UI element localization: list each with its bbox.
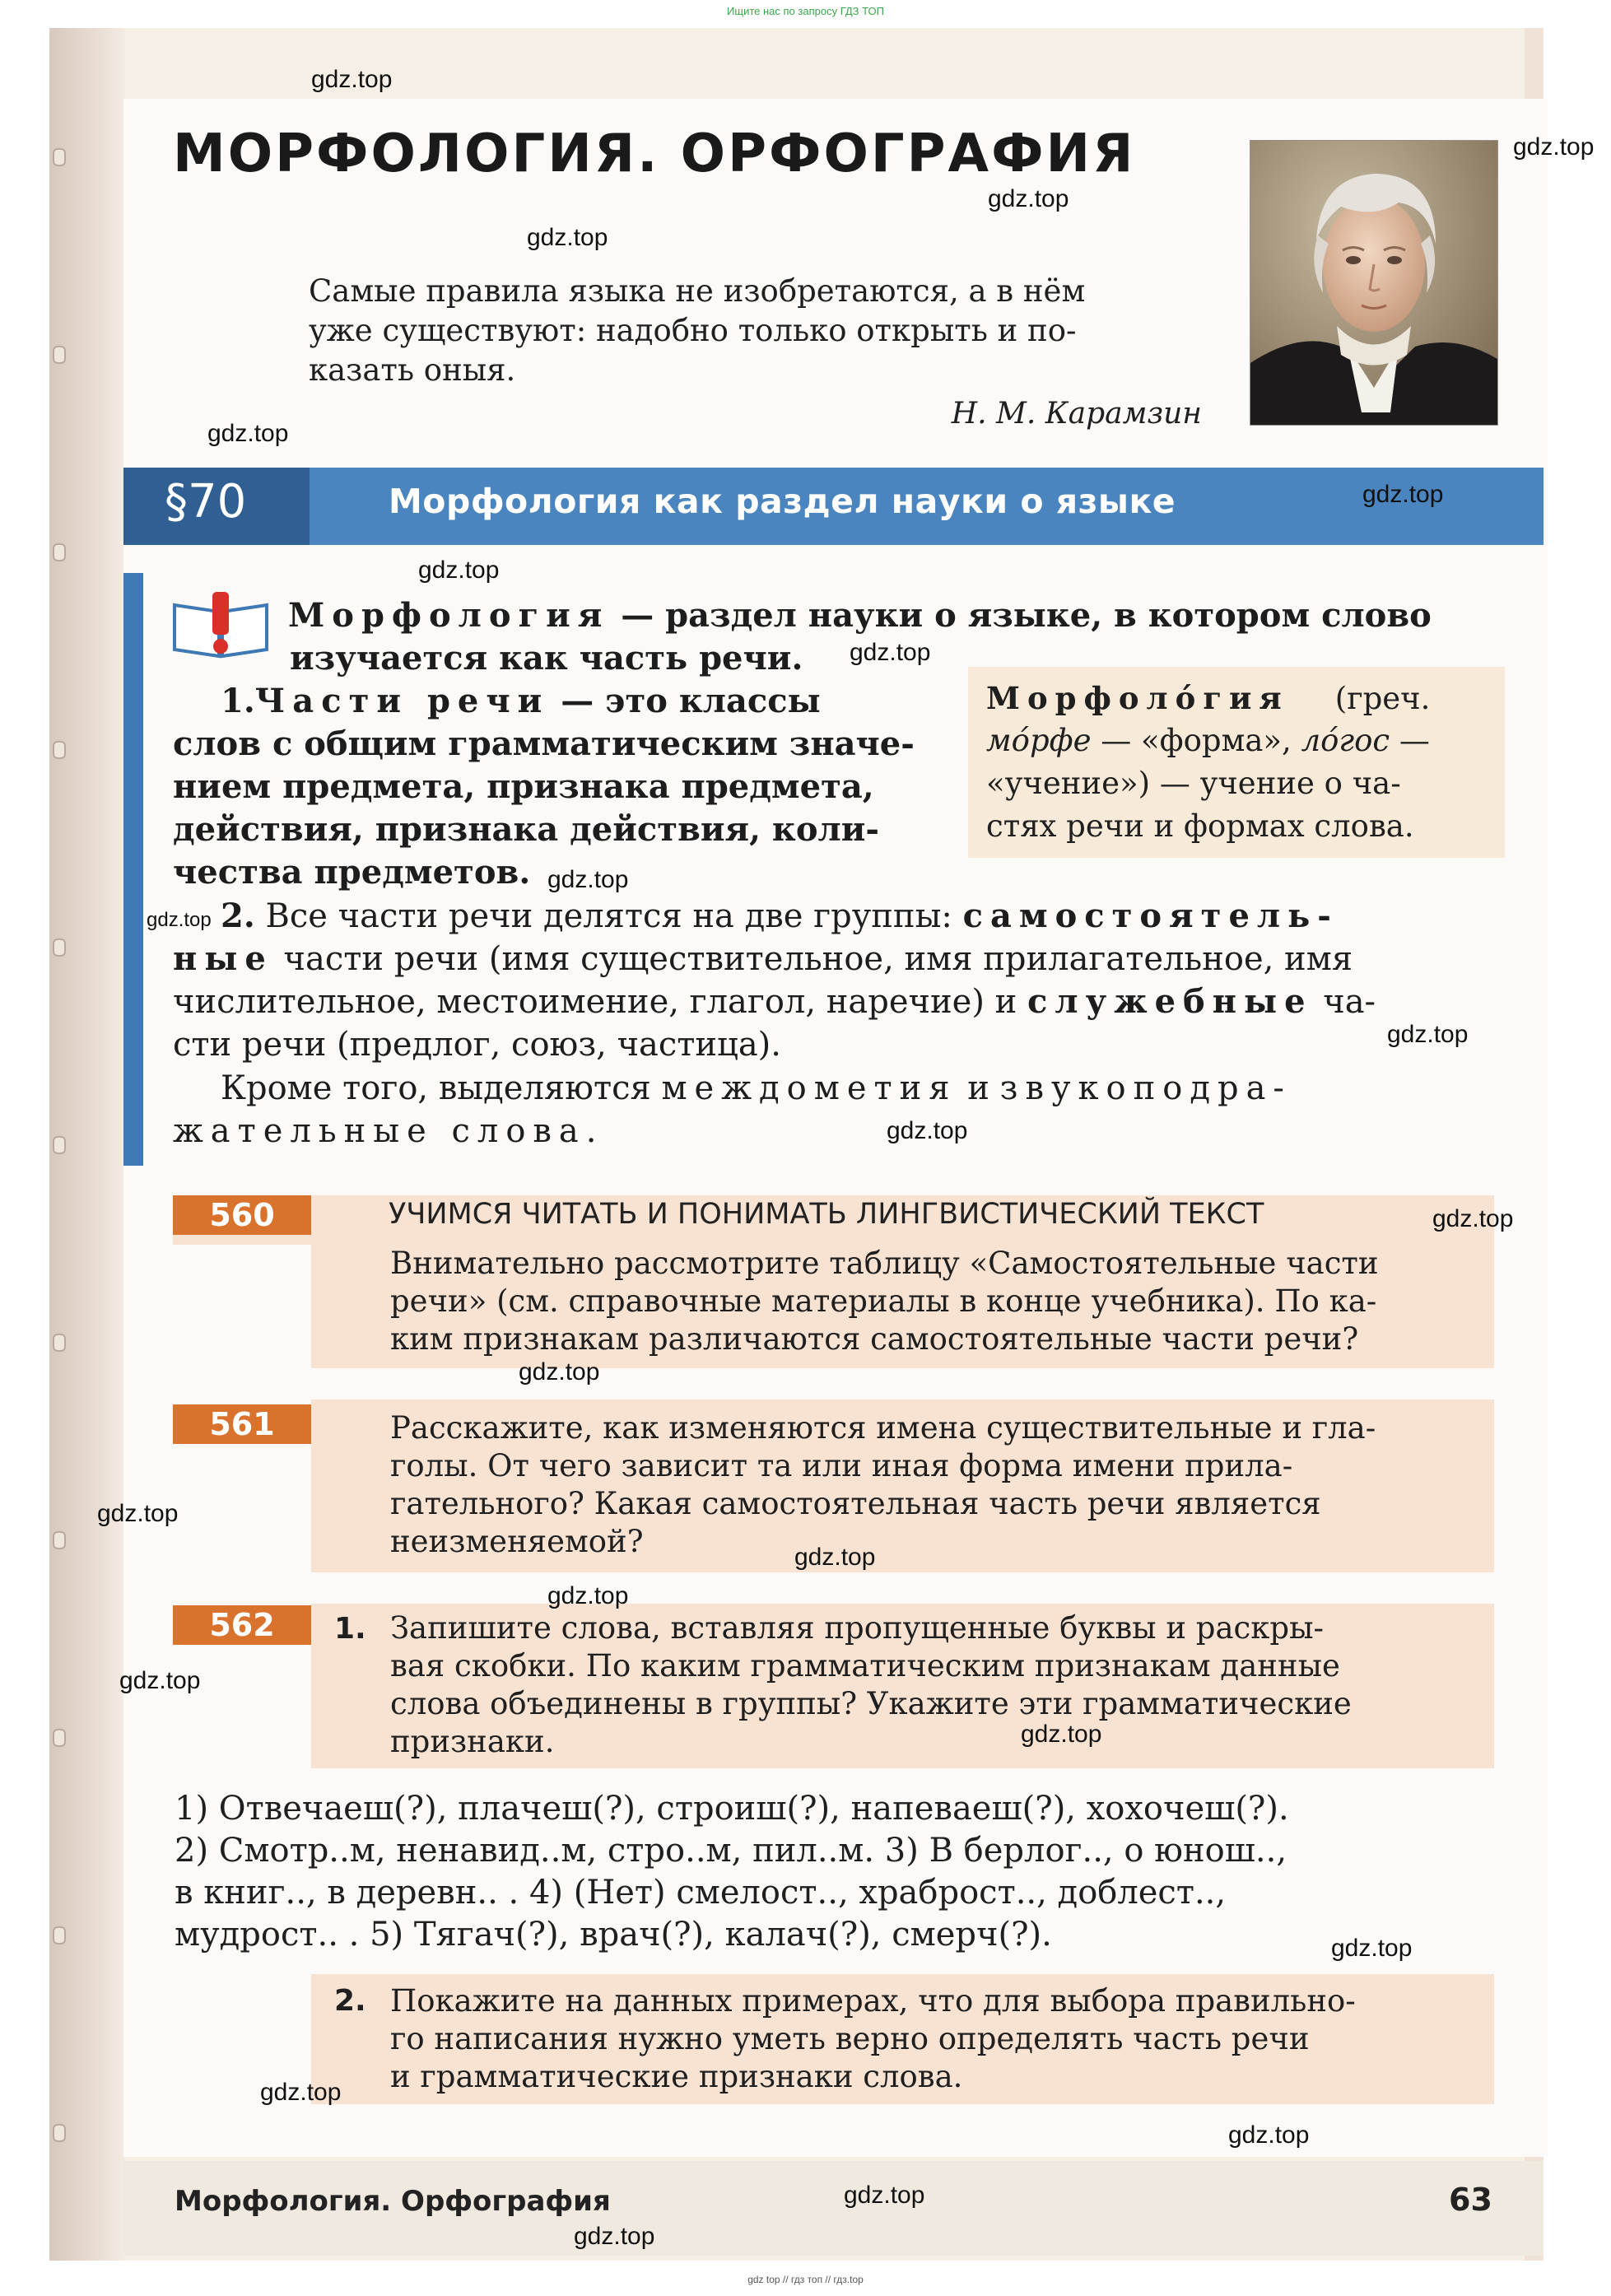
rule-side-bar — [123, 573, 143, 1166]
watermark: gdz.top — [147, 909, 212, 931]
watermark: gdz.top — [1362, 481, 1444, 508]
rule-line: жательные слова. — [173, 1112, 604, 1150]
binding-stitch — [53, 938, 66, 957]
epigraph-line: уже существуют: надобно только открыть и по- — [309, 313, 1077, 348]
watermark: gdz.top — [844, 2182, 925, 2209]
exercise-text-line: слова объединены в группы? Укажите эти грамматические — [390, 1686, 1352, 1721]
etymology-term: Морфоло́гия — [986, 680, 1289, 716]
watermark: gdz.top — [97, 1500, 179, 1527]
epigraph — [309, 272, 1206, 390]
point-text: числительное, местоимение, глагол, наречие) и — [173, 983, 1028, 1021]
exercise-text-line: ким признакам различаются самостоятельные части речи? — [390, 1321, 1359, 1357]
term-interjections: междометия — [661, 1069, 957, 1107]
exclamation-book-icon — [171, 589, 270, 659]
exercise-560-heading: УЧИМСЯ ЧИТАТЬ И ПОНИМАТЬ ЛИНГВИСТИЧЕСКИЙ ТЕКСТ — [389, 1198, 1264, 1231]
greek-word: ло́гос — [1301, 723, 1390, 758]
exercise-words-line: мудрост.. . 5) Тягач(?), врач(?), калач(?), смерч(?). — [175, 1916, 1052, 1954]
binding-stitch — [53, 2124, 66, 2142]
watermark: gdz.top — [988, 185, 1069, 212]
point-text: и — [957, 1069, 1000, 1107]
watermark: gdz.top — [1432, 1205, 1514, 1232]
epigraph-author: Н. М. Карамзин — [951, 397, 1202, 431]
rule-line: нием предмета, признака предмета, — [173, 767, 874, 806]
binding-stitch — [53, 1729, 66, 1747]
section-title: Морфология как раздел науки о языке — [389, 482, 1176, 521]
watermark: gdz.top — [418, 557, 500, 584]
exercise-text-line: вая скобки. По каким грамматическим признакам данные — [390, 1648, 1340, 1684]
watermark: gdz.top — [574, 2223, 655, 2250]
rule-line — [173, 938, 1353, 980]
term-morphology: Морфология — [288, 596, 610, 635]
exercise-words-line: 2) Смотр..м, ненавид..м, стро..м, пил..м. 3) В берлог.., о юнош.., — [175, 1832, 1287, 1870]
rule-line: действия, признака действия, коли- — [173, 810, 879, 849]
exercise-words-line: 1) Отвечаеш(?), плачеш(?), строиш(?), напеваеш(?), хохочеш(?). — [175, 1790, 1289, 1828]
watermark: gdz.top — [1228, 2121, 1310, 2149]
rule-line: чества предметов. — [173, 853, 531, 892]
etymology-text: — — [1390, 723, 1430, 758]
point-text: части речи (имя существительное, имя прилагательное, имя — [272, 940, 1353, 978]
watermark: gdz.top — [311, 66, 393, 93]
term-onomatopoeia: звукоподра- — [999, 1069, 1292, 1107]
exercise-text-line: Внимательно рассмотрите таблицу «Самостоятельные части — [390, 1246, 1379, 1281]
exercise-text-line: речи» (см. справочные материалы в конце учебника). По ка- — [390, 1283, 1377, 1319]
binding-stitch — [53, 1136, 66, 1154]
rule-point-3 — [221, 1067, 1292, 1110]
etymology-text: — «форма», — [1091, 723, 1301, 758]
binding-stitch — [53, 1926, 66, 1944]
point-text: — это классы — [549, 682, 821, 720]
page-number: 63 — [1449, 2182, 1492, 2218]
binding-stitch — [53, 148, 66, 166]
footer-title: Морфология. Орфография — [175, 2185, 611, 2218]
binding-stitch — [53, 346, 66, 364]
exercise-text-line: признаки. — [390, 1724, 555, 1759]
rule-line: слов с общим грамматическим значе- — [173, 724, 915, 763]
watermark: gdz.top — [547, 866, 629, 893]
watermark: gdz.top — [850, 639, 931, 666]
point-text: ча- — [1312, 983, 1376, 1021]
binding-stitch — [53, 543, 66, 561]
section-number: §70 — [165, 475, 247, 529]
top-promo-note: Ищите нас по запросу ГДЗ ТОП — [727, 5, 884, 17]
exercise-words-line: в книг.., в деревн.. . 4) (Нет) смелост.., храброст.., доблест.., — [175, 1874, 1227, 1912]
watermark: gdz.top — [1387, 1021, 1469, 1048]
bottom-note: gdz top // гдз топ // гдз.top — [747, 2274, 864, 2285]
exercise-text-line: и грамматические признаки слова. — [390, 2059, 963, 2094]
etymology-lang: (греч. — [1334, 681, 1431, 716]
task-number: 2. — [334, 1984, 366, 2018]
etymology-line — [986, 677, 1430, 720]
rule-line: сти речи (предлог, союз, частица). — [173, 1026, 781, 1064]
watermark: gdz.top — [519, 1358, 600, 1386]
binding-stitch — [53, 1531, 66, 1549]
greek-word: мо́рфе — [986, 723, 1092, 758]
exercise-text-line: Расскажите, как изменяются имена существительные и гла- — [390, 1410, 1376, 1446]
exercise-text-line: гательного? Какая самостоятельная часть речи является — [390, 1486, 1321, 1521]
watermark: gdz.top — [794, 1544, 876, 1571]
exercise-561-number: 561 — [173, 1404, 311, 1444]
etymology-line: «учение») — учение о ча- — [986, 766, 1401, 801]
epigraph-line: казать оныя. — [309, 352, 516, 388]
exercise-text-line: Покажите на данных примерах, что для выбора правильно- — [390, 1983, 1356, 2019]
definition-line: изучается как часть речи. — [290, 639, 803, 678]
term-independent: самостоятель- — [962, 897, 1339, 935]
term-auxiliary: служебные — [1027, 982, 1313, 1021]
karamzin-portrait — [1250, 140, 1498, 426]
point-text: Кроме того, выделяются — [221, 1069, 662, 1107]
exercise-text-line: неизменяемой? — [390, 1524, 644, 1559]
task-number: 1. — [334, 1612, 366, 1646]
rule-point-2 — [221, 895, 1339, 938]
watermark: gdz.top — [547, 1582, 629, 1609]
watermark: gdz.top — [1021, 1721, 1102, 1748]
rule-point-1 — [221, 680, 821, 723]
watermark: gdz.top — [1513, 133, 1595, 161]
point-text: Все части речи делятся на две группы: — [254, 897, 963, 935]
watermark: gdz.top — [260, 2079, 342, 2106]
exercise-text-line: го написания нужно уметь верно определять часть речи — [390, 2021, 1310, 2056]
watermark: gdz.top — [119, 1667, 201, 1694]
term-parts-of-speech: Части речи — [254, 682, 550, 720]
exercise-text-line: голы. От чего зависит та или иная форма имени прила- — [390, 1448, 1293, 1483]
etymology-line — [986, 720, 1430, 762]
etymology-line: стях речи и формах слова. — [986, 808, 1414, 844]
watermark: gdz.top — [887, 1117, 968, 1144]
watermark: gdz.top — [207, 420, 289, 447]
exercise-text-line: Запишите слова, вставляя пропущенные буквы и раскры- — [390, 1610, 1325, 1646]
exercise-560-number: 560 — [173, 1195, 311, 1235]
morphology-definition — [288, 594, 1432, 637]
term-independent: ные — [173, 939, 273, 978]
chapter-title: МОРФОЛОГИЯ. ОРФОГРАФИЯ — [173, 123, 1136, 184]
binding-stitch — [53, 741, 66, 759]
binding-stitch — [53, 1334, 66, 1352]
watermark: gdz.top — [1331, 1935, 1413, 1962]
rule-line — [173, 980, 1376, 1023]
point-number: 1. — [221, 682, 255, 720]
watermark: gdz.top — [527, 224, 608, 251]
point-number: 2. — [221, 897, 255, 935]
epigraph-line: Самые правила языка не изобретаются, а в нём — [309, 273, 1086, 309]
exercise-562-number: 562 — [173, 1605, 311, 1645]
definition-text: — раздел науки о языке, в котором слово — [609, 596, 1432, 635]
